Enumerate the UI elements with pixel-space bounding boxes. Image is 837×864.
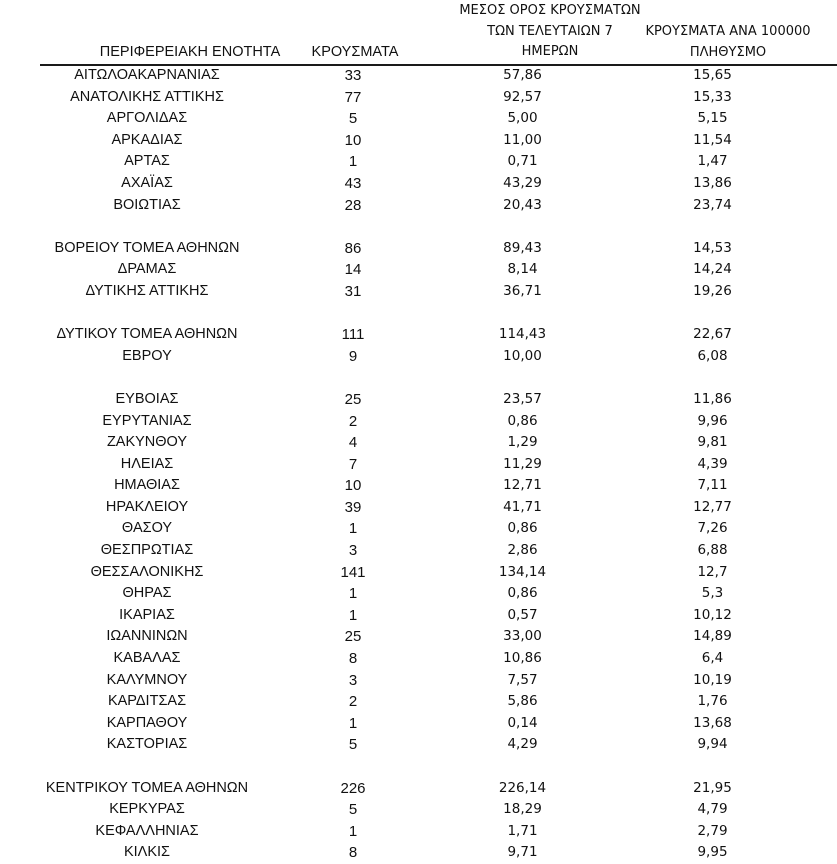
table-row (0, 734, 837, 756)
table-row (0, 562, 837, 584)
avg7-cell: 8,14 (507, 261, 538, 278)
table-row (0, 691, 837, 713)
header-per100k (628, 22, 828, 63)
region-cell: ΒΟΙΩΤΙΑΣ (113, 196, 181, 213)
avg7-cell: 12,71 (503, 477, 542, 494)
table-row (0, 648, 837, 670)
avg7-cell: 1,71 (507, 822, 538, 839)
avg7-cell: 23,57 (503, 390, 542, 407)
per100k-cell: 15,33 (693, 88, 732, 105)
region-cell: ΚΕΡΚΥΡΑΣ (109, 801, 185, 818)
per100k-cell: 6,08 (697, 347, 728, 364)
region-cell: ΑΝΑΤΟΛΙΚΗΣ ΑΤΤΙΚΗΣ (70, 88, 224, 105)
avg7-cell: 57,86 (503, 67, 542, 83)
region-cell: ΚΑΣΤΟΡΙΑΣ (106, 736, 188, 753)
per100k-cell: 11,86 (693, 390, 732, 407)
avg7-cell: 0,57 (507, 606, 538, 623)
per100k-cell: 13,86 (693, 174, 732, 191)
avg7-cell: 5,00 (507, 110, 538, 127)
avg7-cell: 134,14 (498, 563, 547, 580)
avg7-cell: 114,43 (498, 326, 547, 343)
per100k-cell: 9,94 (697, 736, 728, 753)
cases-cell: 5 (348, 736, 358, 754)
avg7-cell: 11,29 (503, 455, 542, 472)
region-cell: ΗΛΕΙΑΣ (120, 455, 174, 472)
cases-cell: 1 (348, 153, 358, 171)
per100k-cell: 6,4 (701, 650, 724, 667)
per100k-cell: 12,7 (697, 563, 728, 580)
region-cell: ΔΡΑΜΑΣ (117, 261, 177, 278)
cases-cell: 3 (348, 542, 358, 560)
cases-cell: 111 (341, 326, 365, 344)
header-per100k-line1: ΚΡΟΥΣΜΑΤΑ ΑΝΑ 100000 (645, 24, 811, 39)
cases-cell: 10 (344, 477, 362, 495)
cases-cell: 3 (348, 671, 358, 689)
table-row (0, 497, 837, 519)
per100k-cell: 14,53 (693, 239, 732, 256)
table-row (0, 432, 837, 454)
region-cell: ΑΡΓΟΛΙΔΑΣ (106, 110, 188, 127)
cases-cell: 2 (348, 693, 358, 711)
per100k-cell: 9,95 (697, 844, 728, 861)
cases-cell: 8 (348, 844, 358, 862)
avg7-cell: 41,71 (503, 498, 542, 515)
region-cell: ΘΕΣΠΡΩΤΙΑΣ (100, 542, 194, 559)
avg7-cell: 11,00 (503, 131, 542, 148)
per100k-cell: 12,77 (693, 498, 732, 515)
avg7-cell: 10,86 (503, 650, 542, 667)
cases-cell: 141 (340, 563, 366, 581)
region-cell: ΗΡΑΚΛΕΙΟΥ (105, 498, 189, 515)
header-region: ΠΕΡΙΦΕΡΕΙΑΚΗ ΕΝΟΤΗΤΑ (99, 44, 281, 60)
table-row (0, 195, 837, 217)
table-row (0, 259, 837, 281)
table-row (0, 324, 837, 346)
per100k-cell: 1,47 (697, 153, 728, 170)
table-row (0, 281, 837, 303)
avg7-cell: 0,86 (507, 585, 538, 602)
cases-cell: 1 (348, 822, 358, 840)
avg7-cell: 7,57 (507, 671, 538, 688)
avg7-cell: 0,71 (507, 153, 538, 170)
region-cell: ΗΜΑΘΙΑΣ (114, 477, 180, 494)
table-row (0, 778, 837, 800)
avg7-cell: 1,29 (507, 434, 538, 451)
cases-cell: 226 (340, 779, 366, 797)
per100k-cell: 5,15 (697, 110, 728, 127)
per100k-cell: 14,89 (693, 628, 732, 645)
avg7-cell: 10,00 (503, 347, 542, 364)
header-avg7-line2: ΤΩΝ ΤΕΛΕΥΤΑΙΩΝ 7 (487, 23, 613, 39)
per100k-cell: 22,67 (693, 326, 732, 343)
region-cell: ΔΥΤΙΚΗΣ ΑΤΤΙΚΗΣ (85, 282, 209, 299)
region-cell: ΙΩΑΝΝΙΝΩΝ (106, 628, 188, 645)
cases-cell: 4 (348, 434, 358, 452)
table-row (0, 799, 837, 821)
table-row (0, 151, 837, 173)
cases-cell: 8 (348, 650, 358, 668)
cases-cell: 86 (344, 239, 362, 257)
avg7-cell: 92,57 (503, 88, 542, 105)
per100k-cell: 15,65 (693, 67, 732, 83)
region-cell: ΚΑΛΥΜΝΟΥ (106, 671, 188, 688)
region-cell: ΘΕΣΣΑΛΟΝΙΚΗΣ (90, 563, 204, 580)
cases-cell: 77 (344, 88, 362, 106)
per100k-cell: 11,54 (693, 131, 732, 148)
region-cell: ΒΟΡΕΙΟΥ ΤΟΜΕΑ ΑΘΗΝΩΝ (54, 239, 240, 256)
region-cell: ΘΑΣΟΥ (121, 520, 173, 537)
region-cell: ΑΙΤΩΛΟΑΚΑΡΝΑΝΙΑΣ (74, 67, 220, 83)
table-row (0, 130, 837, 152)
table-row (0, 670, 837, 692)
avg7-cell: 4,29 (507, 736, 538, 753)
per100k-cell: 5,3 (701, 585, 724, 602)
cases-cell: 28 (344, 196, 362, 214)
avg7-cell: 226,14 (498, 779, 547, 796)
region-cell: ΙΚΑΡΙΑΣ (119, 606, 175, 623)
cases-cell: 7 (348, 455, 358, 473)
cases-cell: 1 (348, 585, 358, 603)
table-row (0, 518, 837, 540)
header-per100k-line2: ΠΛΗΘΥΣΜΟ (689, 44, 767, 60)
region-cell: ΕΥΒΟΙΑΣ (115, 390, 179, 407)
table-row (0, 389, 837, 411)
region-cell: ΚΑΡΔΙΤΣΑΣ (107, 693, 187, 710)
per100k-cell: 13,68 (693, 714, 732, 731)
cases-cell: 1 (348, 714, 358, 732)
region-cell: ΕΒΡΟΥ (122, 347, 172, 364)
avg7-cell: 18,29 (503, 801, 542, 818)
table-row (0, 540, 837, 562)
table-row (0, 626, 837, 648)
per100k-cell: 4,79 (697, 801, 728, 818)
cases-cell: 2 (348, 412, 358, 430)
table-row (0, 411, 837, 433)
table-row (0, 173, 837, 195)
avg7-cell: 5,86 (507, 693, 538, 710)
per100k-cell: 10,12 (693, 606, 732, 623)
table-row (0, 605, 837, 627)
header-avg7-line3: ΗΜΕΡΩΝ (521, 44, 579, 59)
per100k-cell: 2,79 (697, 822, 728, 839)
per100k-cell: 6,88 (697, 542, 728, 559)
avg7-cell: 89,43 (503, 239, 542, 256)
table-row (0, 475, 837, 497)
table-row (0, 842, 837, 864)
region-cell: ΖΑΚΥΝΘΟΥ (106, 434, 188, 451)
region-cell: ΚΑΒΑΛΑΣ (113, 650, 181, 667)
table-body (0, 65, 837, 864)
region-cell: ΔΥΤΙΚΟΥ ΤΟΜΕΑ ΑΘΗΝΩΝ (56, 326, 238, 343)
cases-cell: 39 (344, 498, 362, 516)
cases-cell: 1 (348, 520, 358, 538)
region-cell: ΑΡΚΑΔΙΑΣ (111, 131, 183, 148)
cases-cell: 5 (348, 801, 358, 819)
table-row (0, 346, 837, 368)
avg7-cell: 20,43 (503, 196, 542, 213)
region-cell: ΚΕΝΤΡΙΚΟΥ ΤΟΜΕΑ ΑΘΗΝΩΝ (45, 779, 249, 796)
cases-cell: 43 (344, 174, 362, 192)
avg7-cell: 0,86 (507, 520, 538, 537)
cases-cell: 10 (344, 131, 362, 149)
table-row (0, 821, 837, 843)
cases-cell: 25 (344, 628, 362, 646)
table-row (0, 583, 837, 605)
region-cell: ΚΕΦΑΛΛΗΝΙΑΣ (95, 822, 199, 839)
per100k-cell: 14,24 (693, 261, 732, 278)
region-cell: ΑΡΤΑΣ (124, 153, 170, 170)
avg7-cell: 0,86 (507, 412, 538, 429)
table-row (0, 65, 837, 87)
region-cell: ΚΙΛΚΙΣ (123, 844, 171, 861)
avg7-cell: 36,71 (503, 282, 542, 299)
region-cell: ΕΥΡΥΤΑΝΙΑΣ (102, 412, 192, 429)
header-avg7-line1: ΜΕΣΟΣ ΟΡΟΣ ΚΡΟΥΣΜΑΤΩΝ (459, 3, 641, 18)
avg7-cell: 0,14 (507, 714, 538, 731)
per100k-cell: 1,76 (697, 693, 728, 710)
table-row (0, 713, 837, 735)
region-cell: ΘΗΡΑΣ (122, 585, 172, 602)
header-cases: ΚΡΟΥΣΜΑΤΑ (311, 44, 399, 60)
per100k-cell: 7,26 (697, 520, 728, 537)
avg7-cell: 33,00 (503, 628, 542, 645)
region-cell: ΑΧΑΪΑΣ (121, 174, 173, 191)
table-row (0, 238, 837, 260)
table-row (0, 87, 837, 109)
cases-cell: 33 (344, 67, 362, 84)
per100k-cell: 9,96 (697, 412, 728, 429)
per100k-cell: 23,74 (693, 196, 732, 213)
table-header (0, 0, 837, 64)
per100k-cell: 7,11 (697, 477, 728, 494)
cases-cell: 31 (344, 282, 362, 300)
avg7-cell: 9,71 (507, 844, 538, 861)
per100k-cell: 21,95 (693, 779, 732, 796)
cases-cell: 9 (348, 347, 358, 365)
per100k-cell: 19,26 (693, 282, 732, 299)
cases-cell: 25 (344, 390, 362, 408)
region-cell: ΚΑΡΠΑΘΟΥ (106, 714, 188, 731)
avg7-cell: 43,29 (503, 174, 542, 191)
cases-cell: 5 (348, 110, 358, 128)
per100k-cell: 9,81 (697, 434, 728, 451)
per100k-cell: 10,19 (693, 671, 732, 688)
cases-cell: 14 (344, 261, 362, 279)
table-row (0, 108, 837, 130)
table-row (0, 454, 837, 476)
cases-cell: 1 (348, 606, 358, 624)
per100k-cell: 4,39 (697, 455, 728, 472)
avg7-cell: 2,86 (507, 542, 538, 559)
